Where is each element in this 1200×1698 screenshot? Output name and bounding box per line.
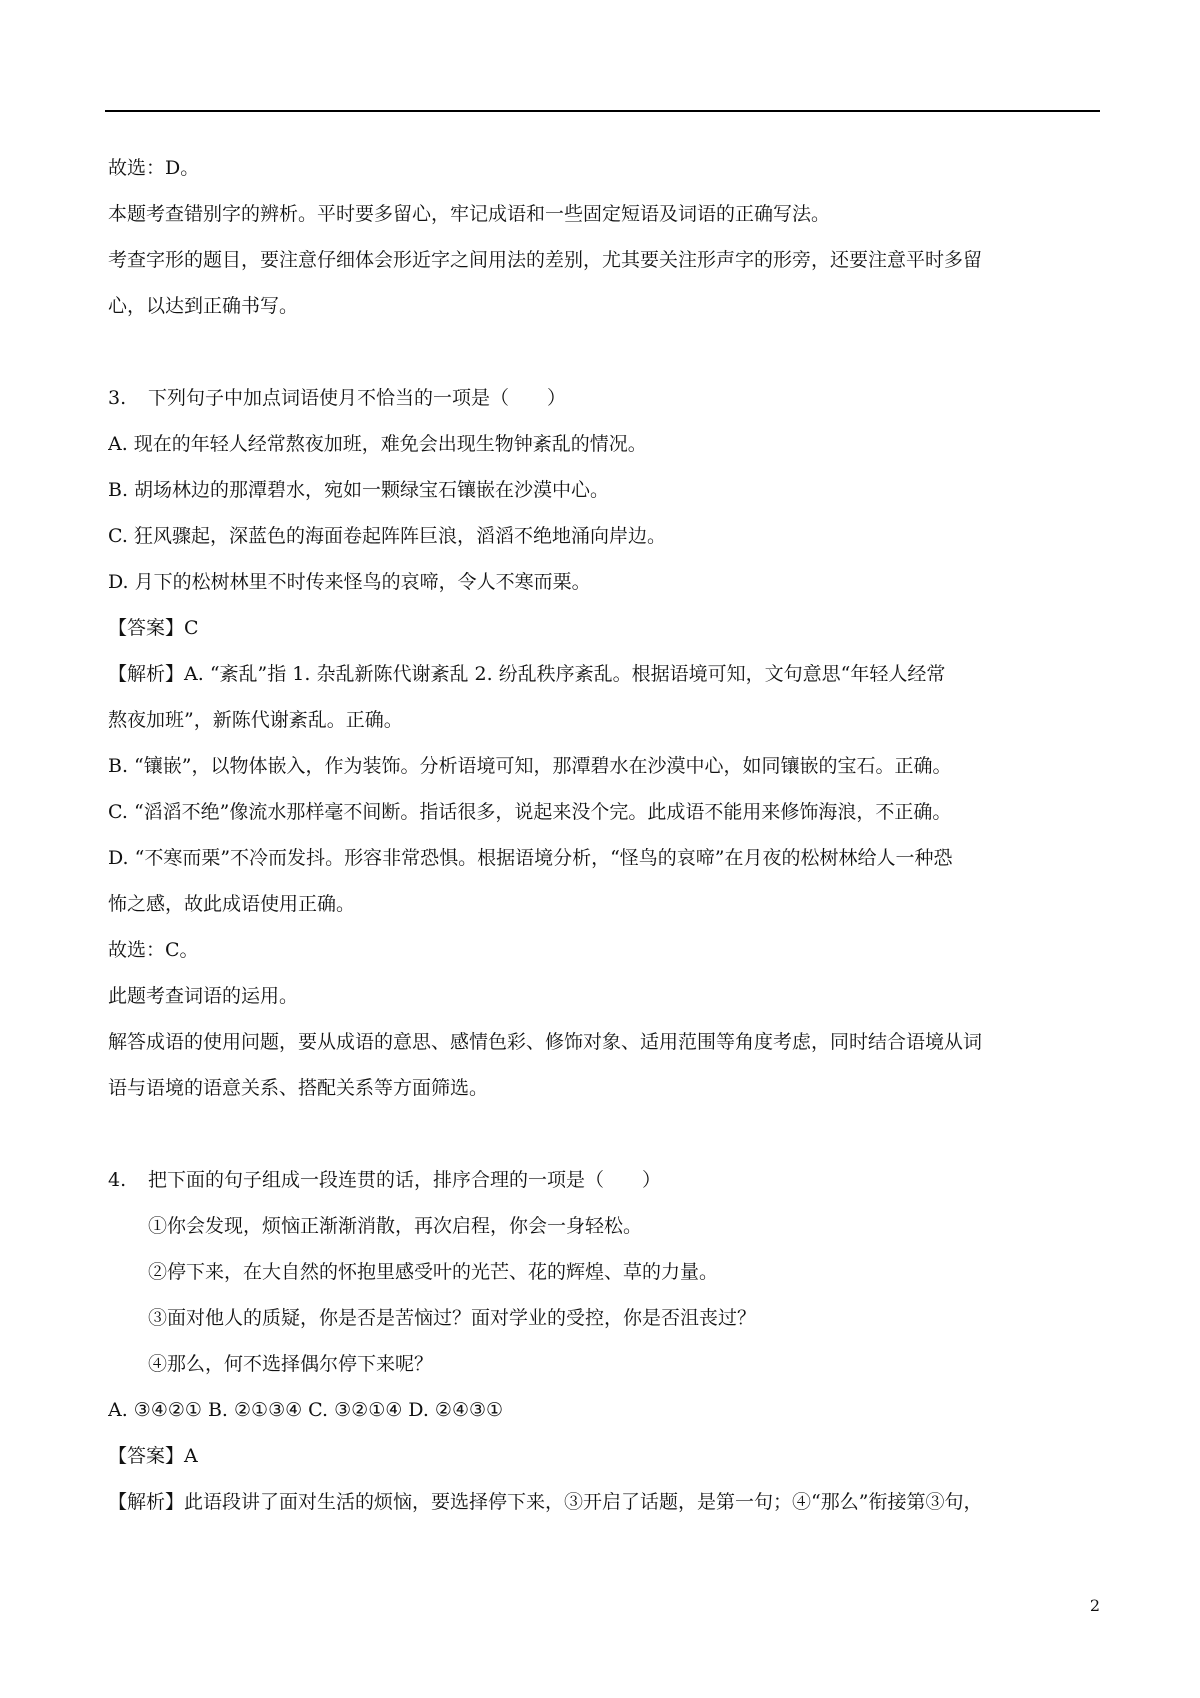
- q4-stem-line: [108, 1157, 1098, 1203]
- q4-analysis-line-1: [108, 1479, 1098, 1525]
- q4-stem: 把下面的句子组成一段连贯的话，排序合理的一项是（ ）: [148, 1169, 662, 1191]
- q3-option-b: B. 胡场林边的那潭碧水，宛如一颗绿宝石镶嵌在沙漠中心。: [108, 479, 610, 501]
- prev-tip-line-1: 考查字形的题目，要注意仔细体会形近字之间用法的差别，尤其要关注形声字的形旁，还要注意平时多留: [108, 249, 983, 271]
- q4-sentence-4: ④那么，何不选择偶尔停下来呢？: [148, 1353, 434, 1375]
- q3-analysis-d-line-2: 怖之感，故此成语使用正确。: [108, 893, 356, 915]
- q3-stem: 下列句子中加点词语使月不恰当的一项是（ ）: [148, 387, 567, 409]
- q4-analysis-text: 此语段讲了面对生活的烦恼，要选择停下来，③开启了话题，是第一句；④“那么”衔接第③句，: [184, 1491, 983, 1513]
- q4-options: A. ③④②① B. ②①③④ C. ③②①④ D. ②④③①: [108, 1399, 504, 1421]
- q3-summary: 此题考查词语的运用。: [108, 985, 299, 1007]
- q3-option-a: A. 现在的年轻人经常熬夜加班，难免会出现生物钟紊乱的情况。: [108, 433, 647, 455]
- q4-sentence-2: ②停下来，在大自然的怀抱里感受叶的光芒、花的辉煌、草的力量。: [148, 1261, 719, 1283]
- spacer: [108, 329, 1098, 375]
- page-content: [108, 145, 1098, 1525]
- q4-analysis-tag: 【解析】: [108, 1491, 185, 1513]
- header-rule: [105, 110, 1100, 112]
- q3-answer-tag: 【答案】: [108, 617, 185, 639]
- q3-analysis-a-text: A. “紊乱”指 1. 杂乱新陈代谢紊乱 2. 纷乱秩序紊乱。根据语境可知，文句意思“年轻人经常: [184, 663, 946, 685]
- prev-summary: 本题考查错别字的辨析。平时要多留心，牢记成语和一些固定短语及词语的正确写法。: [108, 203, 831, 225]
- spacer: [108, 1111, 1098, 1157]
- q3-choice: 故选：C。: [108, 939, 199, 961]
- q3-number: 3.: [108, 387, 127, 409]
- q3-tip-line-2: 语与语境的语意关系、搭配关系等方面筛选。: [108, 1077, 489, 1099]
- q3-option-d: D. 月下的松树林里不时传来怪鸟的哀啼，令人不寒而栗。: [108, 571, 591, 593]
- q3-analysis-b: B. “镶嵌”，以物体嵌入，作为装饰。分析语境可知，那潭碧水在沙漠中心，如同镶嵌的宝石。正确。: [108, 755, 952, 777]
- prev-choice: 故选：D。: [108, 157, 200, 179]
- q3-analysis-a-line-1: [108, 651, 1098, 697]
- q3-answer-line: [108, 605, 1098, 651]
- q3-analysis-c: C. “滔滔不绝”像流水那样毫不间断。指话很多，说起来没个完。此成语不能用来修饰海浪，不正确。: [108, 801, 952, 823]
- q3-tip-line-1: 解答成语的使用问题，要从成语的意思、感情色彩、修饰对象、适用范围等角度考虑，同时结合语境从词: [108, 1031, 983, 1053]
- q4-number: 4.: [108, 1169, 127, 1191]
- q3-option-c: C. 狂风骤起，深蓝色的海面卷起阵阵巨浪，滔滔不绝地涌向岸边。: [108, 525, 666, 547]
- q3-analysis-d-line-1: D. “不寒而栗”不冷而发抖。形容非常恐惧。根据语境分析，“怪鸟的哀啼”在月夜的松树林给人一种恐: [108, 847, 953, 869]
- q3-analysis-a-line-2: 熬夜加班”，新陈代谢紊乱。正确。: [108, 709, 403, 731]
- q4-sentence-1: ①你会发现，烦恼正渐渐消散，再次启程，你会一身轻松。: [148, 1215, 643, 1237]
- page-number: 2: [1089, 1596, 1100, 1615]
- prev-tip-line-2: 心，以达到正确书写。: [108, 295, 299, 317]
- q3-stem-line: [108, 375, 1098, 421]
- q4-answer-line: [108, 1433, 1098, 1479]
- q3-answer: C: [184, 617, 199, 639]
- q4-sentence-3: ③面对他人的质疑，你是否是苦恼过？面对学业的受控，你是否沮丧过？: [148, 1307, 757, 1329]
- q3-analysis-tag: 【解析】: [108, 663, 185, 685]
- q4-answer-tag: 【答案】: [108, 1445, 185, 1467]
- q4-answer: A: [184, 1445, 198, 1467]
